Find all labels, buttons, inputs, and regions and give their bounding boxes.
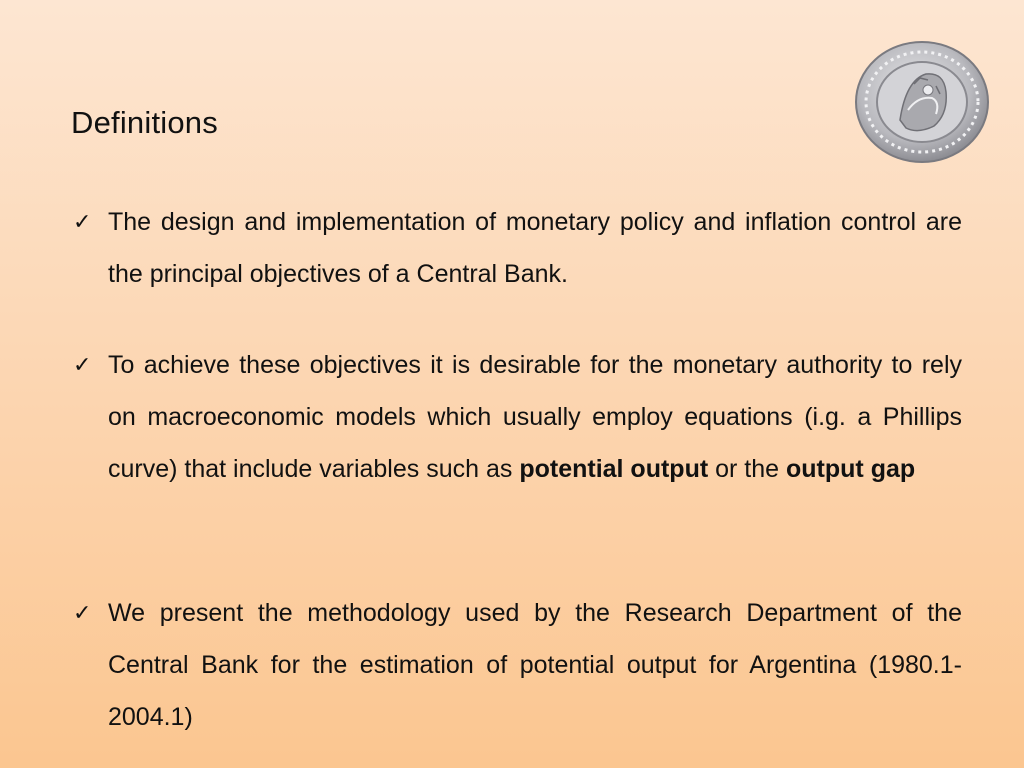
bullet-text: We present the methodology used by the Research Department of the Central Bank for the estimation of potential output for Argentina (1980.1-2004.1) (108, 599, 962, 731)
slide-title: Definitions (71, 105, 218, 140)
bullet-item (71, 196, 962, 300)
checkmark-icon: ✓ (73, 352, 92, 377)
bullet-text (71, 339, 962, 495)
bullet-item (71, 587, 962, 743)
bold-term-potential-output: potential output (519, 455, 709, 483)
bold-term-output-gap: output gap (786, 455, 916, 483)
bullet-text-part: or the (715, 455, 780, 483)
bullet-text-part: To achieve these objectives it is desirable for the monetary authority to rely on macroeconomic models which usually employ equations (i.g. a Phillips curve) that include variables such as (108, 351, 962, 483)
checkmark-icon: ✓ (73, 600, 92, 625)
checkmark-icon: ✓ (73, 209, 92, 234)
central-bank-seal-icon (848, 40, 996, 164)
bullet-text: The design and implementation of monetary policy and inflation control are the principal objectives of a Central Bank. (108, 208, 962, 288)
bullet-item (71, 339, 962, 495)
